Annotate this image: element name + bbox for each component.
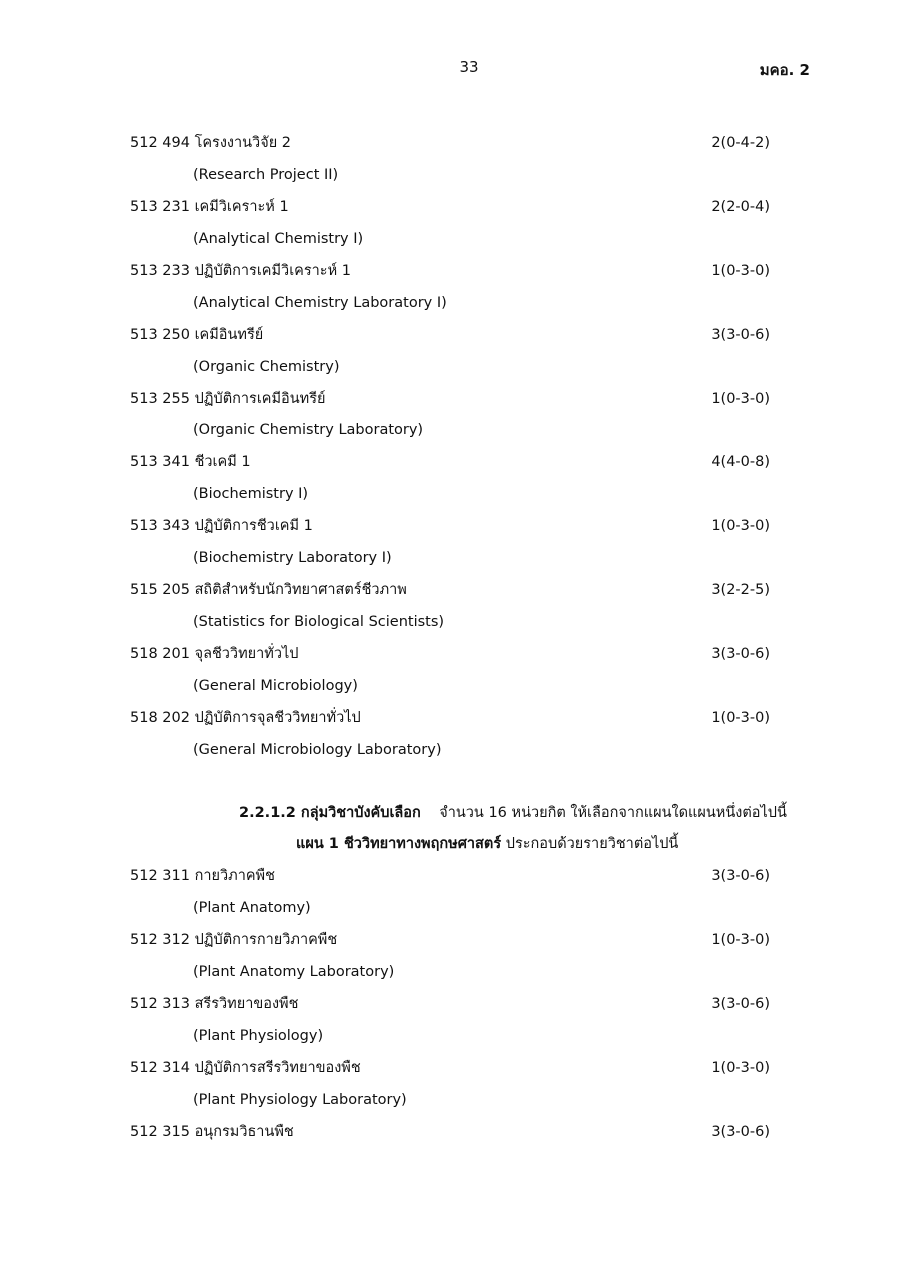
course-english-name: (Analytical Chemistry Laboratory I): [193, 294, 447, 311]
course-row: [130, 861, 770, 893]
course-row: [130, 639, 770, 671]
course-code-title: 513 255 ปฏิบัติการเคมีอินทรีย์: [130, 390, 326, 407]
course-credits: 3(3-0-6): [711, 868, 770, 884]
course-english-row: [130, 543, 770, 575]
course-credits: 3(2-2-5): [711, 582, 770, 599]
plan-heading: [296, 829, 678, 859]
course-english-name: (Organic Chemistry Laboratory): [193, 422, 424, 439]
course-row: [130, 989, 770, 1021]
course-code-title: 518 202 ปฏิบัติการจุลชีววิทยาทั่วไป: [130, 709, 361, 726]
course-english-row: [130, 415, 770, 447]
course-credits: 1(0-3-0): [711, 1059, 770, 1076]
course-credits: 3(3-0-6): [711, 646, 770, 662]
course-code-title: 518 201 จุลชีววิทยาทั่วไป: [130, 646, 299, 662]
course-row: [130, 1053, 770, 1085]
course-credits: 1(0-3-0): [711, 390, 770, 407]
course-english-row: [130, 957, 770, 989]
course-credits: 1(0-3-0): [711, 262, 770, 279]
course-row: [130, 384, 770, 416]
course-list-group-1: [130, 128, 770, 767]
page-number: 33: [459, 58, 479, 76]
course-english-row: [130, 288, 770, 320]
section-number-title: 2.2.1.2 กลุ่มวิชาบังคับเลือก: [239, 805, 421, 821]
plan-title: แผน 1 ชีววิทยาทางพฤกษศาสตร์: [296, 836, 502, 852]
course-credits: 2(0-4-2): [711, 135, 770, 151]
course-english-row: [130, 607, 770, 639]
course-row: [130, 192, 770, 224]
course-english-name: (Biochemistry Laboratory I): [193, 550, 392, 567]
course-code-title: 513 343 ปฏิบัติการชีวเคมี 1: [130, 518, 313, 535]
course-code-title: 515 205 สถิติสำหรับนักวิทยาศาสตร์ชีวภาพ: [130, 582, 407, 599]
course-credits: 3(3-0-6): [711, 995, 770, 1012]
document-code: มคอ. 2: [759, 61, 810, 79]
course-credits: 3(3-0-6): [711, 1123, 770, 1140]
course-english-row: [130, 1021, 770, 1053]
course-code-title: 512 315 อนุกรมวิธานพืช: [130, 1123, 294, 1140]
course-row: [130, 256, 770, 288]
course-code-title: 512 311 กายวิภาคพืช: [130, 868, 275, 884]
course-english-name: (Plant Physiology): [193, 1027, 324, 1044]
course-row: [130, 128, 770, 160]
course-english-row: [130, 893, 770, 925]
course-code-title: 513 233 ปฏิบัติการเคมีวิเคราะห์ 1: [130, 262, 351, 279]
course-code-title: 512 312 ปฏิบัติการกายวิภาคพืช: [130, 931, 338, 948]
course-row: [130, 511, 770, 543]
course-english-row: [130, 160, 770, 192]
course-code-title: 512 313 สรีรวิทยาของพืช: [130, 995, 299, 1012]
course-code-title: 512 314 ปฏิบัติการสรีรวิทยาของพืช: [130, 1059, 361, 1076]
course-row: [130, 575, 770, 607]
course-english-name: (Plant Physiology Laboratory): [193, 1091, 407, 1108]
course-row: [130, 320, 770, 352]
course-credits: 4(4-0-8): [711, 454, 770, 471]
course-credits: 2(2-0-4): [711, 198, 770, 215]
course-english-name: (General Microbiology): [193, 677, 358, 694]
course-english-name: (Plant Anatomy Laboratory): [193, 963, 395, 980]
course-english-name: (Biochemistry I): [193, 486, 309, 503]
course-english-name: (General Microbiology Laboratory): [193, 741, 442, 758]
section-heading: [239, 798, 809, 828]
course-row: [130, 1117, 770, 1149]
course-code-title: 513 250 เคมีอินทรีย์: [130, 326, 264, 343]
course-english-name: (Plant Anatomy): [193, 899, 311, 916]
course-english-row: [130, 1085, 770, 1117]
course-english-row: [130, 735, 770, 767]
course-english-name: (Statistics for Biological Scientists): [193, 614, 445, 631]
plan-description: ประกอบด้วยรายวิชาต่อไปนี้: [505, 836, 679, 852]
course-credits: 1(0-3-0): [711, 931, 770, 948]
course-english-row: [130, 224, 770, 256]
course-code-title: 513 231 เคมีวิเคราะห์ 1: [130, 198, 289, 215]
course-english-row: [130, 479, 770, 511]
course-row: [130, 703, 770, 735]
course-english-row: [130, 671, 770, 703]
section-description: จำนวน 16 หน่วยกิต ให้เลือกจากแผนใดแผนหนึ่งต่อไปนี้: [439, 805, 787, 821]
course-credits: 3(3-0-6): [711, 326, 770, 343]
course-english-name: (Organic Chemistry): [193, 358, 340, 375]
course-credits: 1(0-3-0): [711, 518, 770, 535]
course-code-title: 513 341 ชีวเคมี 1: [130, 454, 251, 471]
course-english-name: (Analytical Chemistry I): [193, 230, 364, 247]
course-english-row: [130, 352, 770, 384]
course-code-title: 512 494 โครงงานวิจัย 2: [130, 135, 292, 151]
course-credits: 1(0-3-0): [711, 709, 770, 726]
course-list-group-2: [130, 861, 770, 1148]
course-row: [130, 925, 770, 957]
course-english-name: (Research Project II): [193, 166, 339, 183]
course-row: [130, 447, 770, 479]
